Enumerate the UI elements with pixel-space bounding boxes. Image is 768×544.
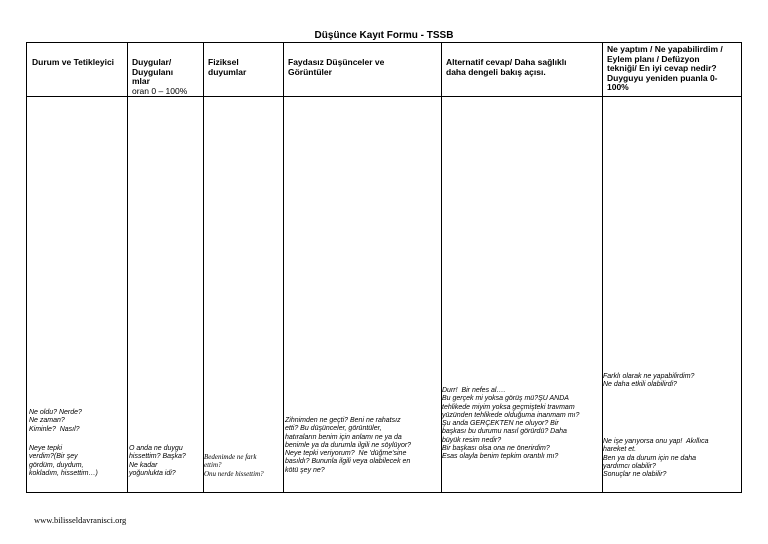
column-divider (602, 43, 603, 492)
header-action-plan: Ne yaptım / Ne yapabilirdim / Eylem planı / Defüzyon tekniği/ En iyi cevap nedir? Duyguyu yeniden puanla 0- 100% (607, 44, 723, 92)
header-emotions (132, 58, 202, 96)
header-unhelpful-thoughts: Faydasız Düşünceler ve Görüntüler (288, 57, 385, 77)
hint-unhelpful-thoughts: Zihnimden ne geçti? Beni ne rahatsız etti? Bu düşünceler, görüntüler, hatıraların benim için anlamı ne ya da benimle ya da durumla ilgili ne söylüyor? Neye tepki veriyorum? Ne 'düğme'sine basıldı? Bununla ilgili veya olabilecek en kötü şey ne? (285, 417, 412, 474)
column-divider (203, 43, 204, 492)
column-divider (127, 43, 128, 492)
hint-alternative-response: Durr! Bir nefes al…. Bu gerçek mi yoksa görüş mü?ŞU ANDA tehlikede miyim yoksa geçmişteki travmam yüzünden tehlikede olduğuma inanmam mı? Şu anda GERÇEKTEN ne oluyor? Bir başkası bu durumu nasıl görürdü? Daha büyük resim nedir? Bir başkası olsa ona ne önerirdim? Esas olayla benim tepkim orantılı mı? (442, 387, 580, 461)
header-physical-sensations: Fiziksel duyumlar (208, 57, 247, 77)
hint-situation-reaction: Neye tepki verdim?(Bir şey gördüm, duydum, kokladım, hissettim…) (29, 445, 98, 477)
header-emotions-label: Duygular/ Duygulanı mlar (132, 57, 174, 86)
header-emotions-scale: oran 0 – 100% (132, 85, 188, 96)
hint-action-alternatives: Farklı olarak ne yapabilirdim? Ne daha etkili olabilirdi? (603, 373, 695, 389)
hint-physical-sensations: Bedenimde ne fark ettim? Onu nerde hissettim? (204, 453, 264, 478)
header-situation: Durum ve Tetikleyici (32, 57, 115, 67)
form-title: Düşünce Kayıt Formu - TSSB (314, 30, 454, 41)
column-divider (283, 43, 284, 492)
thought-record-table (26, 42, 742, 493)
hint-action-plan: Ne işe yarıyorsa onu yap! Akıllıca hareket et. Ben ya da durum için ne daha yardımcı olabilir? Sonuçlar ne olabilir? (603, 438, 709, 479)
header-alternative-response: Alternatif cevap/ Daha sağlıklı daha dengeli bakış açısı. (446, 57, 567, 77)
hint-situation-questions: Ne oldu? Nerde? Ne zaman? Kiminle? Nasıl? (29, 409, 82, 433)
header-row-divider (27, 96, 741, 97)
footer-url: www.bilisseldavranisci.org (34, 515, 127, 525)
hint-emotions: O anda ne duygu hissettim? Başka? Ne kadar yoğunlukta idi? (129, 445, 186, 477)
